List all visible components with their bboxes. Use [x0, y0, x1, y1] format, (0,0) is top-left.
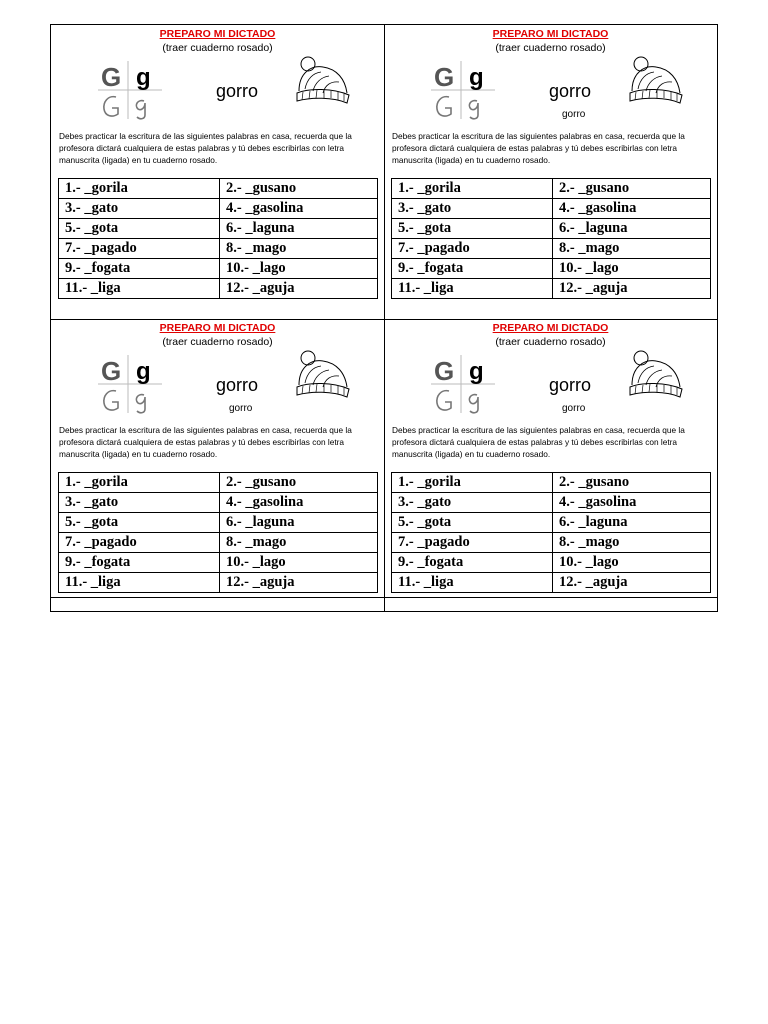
- key-word: gorro: [549, 375, 592, 395]
- table-row: [59, 279, 378, 299]
- worksheet: [50, 24, 718, 612]
- word-list-table: [391, 472, 711, 593]
- word-cell: 11.- _liga: [59, 279, 220, 299]
- table-row: [392, 279, 711, 299]
- card-subtitle: (traer cuaderno rosado): [495, 42, 606, 54]
- word-cell: 7.- _pagado: [59, 533, 220, 553]
- table-row: [59, 259, 378, 279]
- letter-upper: G: [434, 356, 455, 386]
- cursive-lower-g-icon: [469, 395, 478, 413]
- card-title: PREPARO MI DICTADO: [492, 322, 609, 334]
- cursive-upper-g-icon: [104, 391, 118, 410]
- letter-g-chart: [96, 59, 166, 121]
- word-cell: 6.- _laguna: [220, 219, 378, 239]
- table-row: [392, 179, 711, 199]
- cursive-upper-g-icon: [104, 97, 118, 116]
- key-word: gorro: [216, 81, 259, 101]
- table-row: [59, 573, 378, 593]
- word-cell: 3.- _gato: [59, 493, 220, 513]
- table-row: [392, 199, 711, 219]
- letter-upper: G: [101, 356, 122, 386]
- key-word-small: gorro: [562, 109, 586, 120]
- table-row: [59, 553, 378, 573]
- word-cell: 8.- _mago: [553, 533, 711, 553]
- word-cell: 12.- _aguja: [553, 573, 711, 593]
- card-title: PREPARO MI DICTADO: [159, 28, 276, 40]
- word-cell: 1.- _gorila: [392, 179, 553, 199]
- table-row: [59, 473, 378, 493]
- word-list-table: [58, 472, 378, 593]
- word-cell: 4.- _gasolina: [220, 199, 378, 219]
- letter-g-chart: [96, 353, 166, 415]
- letter-g-chart: [429, 59, 499, 121]
- word-cell: 8.- _mago: [220, 533, 378, 553]
- word-cell: 10.- _lago: [220, 553, 378, 573]
- card-subtitle: (traer cuaderno rosado): [162, 336, 273, 348]
- letter-upper: G: [101, 62, 122, 92]
- card-title: PREPARO MI DICTADO: [159, 322, 276, 334]
- dictation-card: [384, 25, 717, 319]
- instructions-text: Debes practicar la escritura de las siguientes palabras en casa, recuerda que la profesora dictará cualquiera de estas palabras y tú debes escribirlas con letra manuscrita (ligada) en tu cuaderno rosado.: [392, 131, 685, 165]
- word-cell: 12.- _aguja: [220, 279, 378, 299]
- table-row: [59, 533, 378, 553]
- wool-hat-icon: [293, 349, 351, 399]
- word-cell: 10.- _lago: [220, 259, 378, 279]
- word-cell: 9.- _fogata: [392, 553, 553, 573]
- table-row: [59, 179, 378, 199]
- word-cell: 9.- _fogata: [59, 553, 220, 573]
- table-row: [392, 513, 711, 533]
- word-list-table: [391, 178, 711, 299]
- letter-upper: G: [434, 62, 455, 92]
- word-cell: 8.- _mago: [553, 239, 711, 259]
- word-cell: 10.- _lago: [553, 259, 711, 279]
- table-row: [59, 219, 378, 239]
- letter-lower: g: [469, 358, 484, 385]
- word-cell: 9.- _fogata: [392, 259, 553, 279]
- word-cell: 11.- _liga: [392, 573, 553, 593]
- table-row: [392, 533, 711, 553]
- word-cell: 6.- _laguna: [553, 219, 711, 239]
- table-row: [392, 473, 711, 493]
- word-cell: 1.- _gorila: [59, 473, 220, 493]
- cursive-upper-g-icon: [437, 391, 451, 410]
- word-cell: 5.- _gota: [59, 513, 220, 533]
- word-cell: 9.- _fogata: [59, 259, 220, 279]
- word-cell: 2.- _gusano: [553, 179, 711, 199]
- word-cell: 12.- _aguja: [220, 573, 378, 593]
- table-row: [392, 239, 711, 259]
- card-title: PREPARO MI DICTADO: [492, 28, 609, 40]
- table-row: [59, 239, 378, 259]
- table-row: [392, 573, 711, 593]
- dictation-card: [384, 319, 717, 613]
- table-row: [59, 493, 378, 513]
- card-subtitle: (traer cuaderno rosado): [162, 42, 273, 54]
- word-cell: 7.- _pagado: [392, 239, 553, 259]
- word-cell: 1.- _gorila: [59, 179, 220, 199]
- word-cell: 2.- _gusano: [553, 473, 711, 493]
- word-cell: 4.- _gasolina: [553, 199, 711, 219]
- key-word-small: gorro: [562, 403, 586, 414]
- word-cell: 12.- _aguja: [553, 279, 711, 299]
- cursive-lower-g-icon: [469, 101, 478, 119]
- cursive-lower-g-icon: [136, 101, 145, 119]
- cursive-lower-g-icon: [136, 395, 145, 413]
- word-cell: 3.- _gato: [59, 199, 220, 219]
- word-cell: 6.- _laguna: [553, 513, 711, 533]
- word-cell: 10.- _lago: [553, 553, 711, 573]
- dictation-card: [51, 319, 384, 613]
- table-row: [392, 493, 711, 513]
- word-cell: 8.- _mago: [220, 239, 378, 259]
- table-row: [59, 513, 378, 533]
- key-word-small: gorro: [229, 403, 253, 414]
- word-cell: 1.- _gorila: [392, 473, 553, 493]
- word-cell: 7.- _pagado: [59, 239, 220, 259]
- table-row: [392, 259, 711, 279]
- table-row: [59, 199, 378, 219]
- instructions-text: Debes practicar la escritura de las siguientes palabras en casa, recuerda que la profesora dictará cualquiera de estas palabras y tú debes escribirlas con letra manuscrita (ligada) en tu cuaderno rosado.: [59, 131, 352, 165]
- word-cell: 7.- _pagado: [392, 533, 553, 553]
- word-cell: 2.- _gusano: [220, 179, 378, 199]
- wool-hat-icon: [293, 55, 351, 105]
- word-cell: 11.- _liga: [392, 279, 553, 299]
- wool-hat-icon: [626, 349, 684, 399]
- word-cell: 3.- _gato: [392, 493, 553, 513]
- word-list-table: [58, 178, 378, 299]
- instructions-text: Debes practicar la escritura de las siguientes palabras en casa, recuerda que la profesora dictará cualquiera de estas palabras y tú debes escribirlas con letra manuscrita (ligada) en tu cuaderno rosado.: [59, 425, 352, 459]
- key-word: gorro: [216, 375, 259, 395]
- card-subtitle: (traer cuaderno rosado): [495, 336, 606, 348]
- word-cell: 6.- _laguna: [220, 513, 378, 533]
- word-cell: 4.- _gasolina: [220, 493, 378, 513]
- letter-lower: g: [469, 64, 484, 91]
- letter-g-chart: [429, 353, 499, 415]
- table-row: [392, 219, 711, 239]
- word-cell: 2.- _gusano: [220, 473, 378, 493]
- word-cell: 11.- _liga: [59, 573, 220, 593]
- instructions-text: Debes practicar la escritura de las siguientes palabras en casa, recuerda que la profesora dictará cualquiera de estas palabras y tú debes escribirlas con letra manuscrita (ligada) en tu cuaderno rosado.: [392, 425, 685, 459]
- key-word: gorro: [549, 81, 592, 101]
- cursive-upper-g-icon: [437, 97, 451, 116]
- letter-lower: g: [136, 358, 151, 385]
- wool-hat-icon: [626, 55, 684, 105]
- word-cell: 5.- _gota: [392, 513, 553, 533]
- word-cell: 5.- _gota: [59, 219, 220, 239]
- dictation-card: [51, 25, 384, 319]
- word-cell: 4.- _gasolina: [553, 493, 711, 513]
- word-cell: 5.- _gota: [392, 219, 553, 239]
- table-row: [392, 553, 711, 573]
- word-cell: 3.- _gato: [392, 199, 553, 219]
- letter-lower: g: [136, 64, 151, 91]
